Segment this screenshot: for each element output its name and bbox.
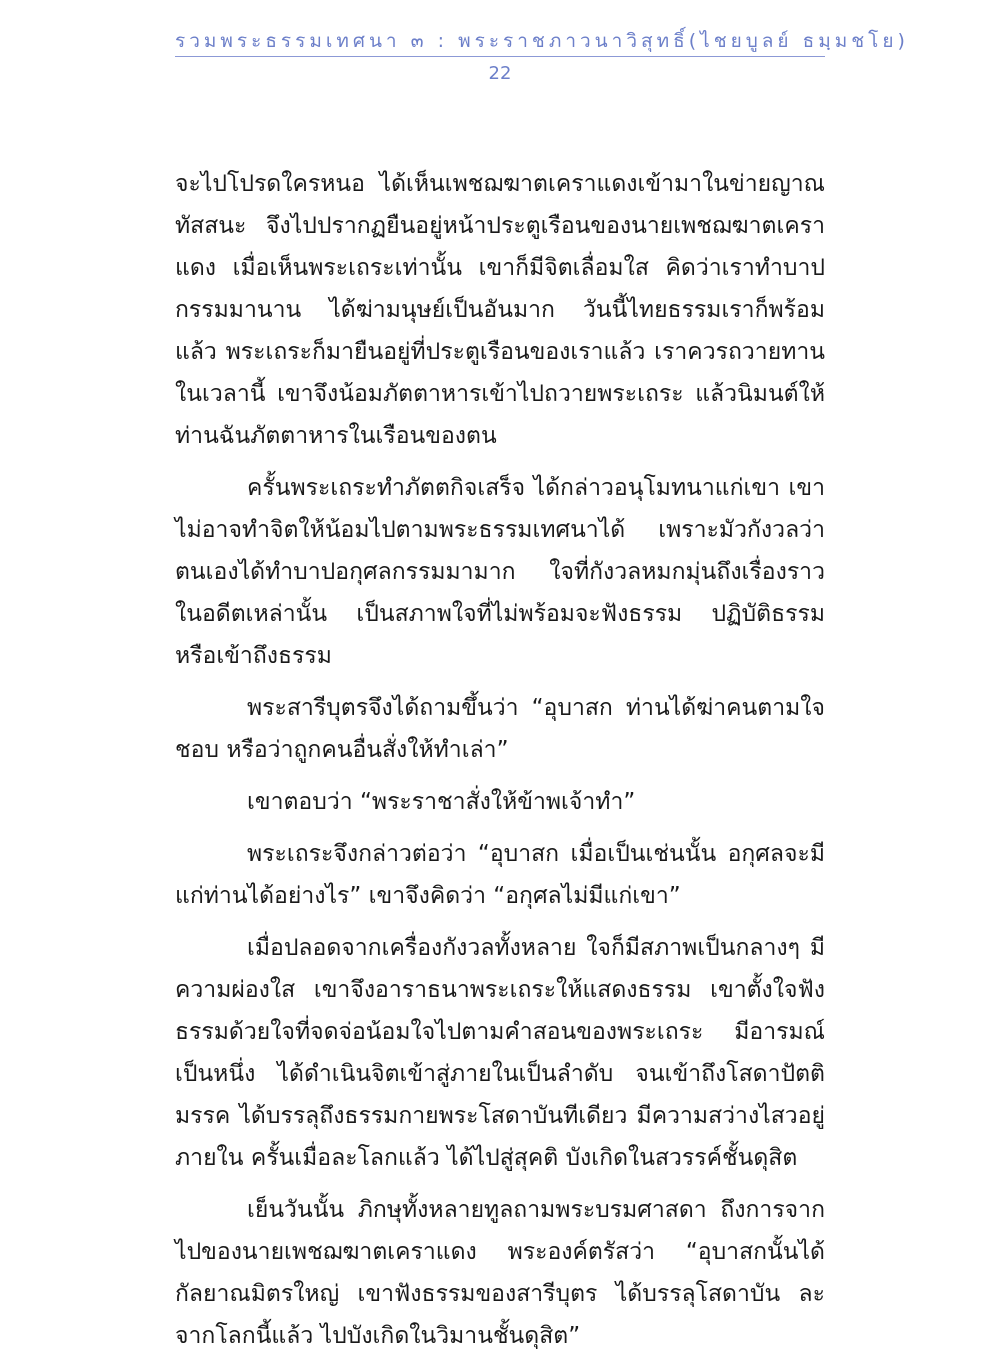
paragraph-3: พระสารีบุตรจึงได้ถามขึ้นว่า “อุบาสก ท่านได้ฆ่าคนตามใจชอบ หรือว่าถูกคนอื่นสั่งให้ทำเล่า”: [175, 695, 825, 763]
paragraph-7: เย็นวันนั้น ภิกษุทั้งหลายทูลถามพระบรมศาสดา ถึงการจากไปของนายเพชฌฆาตเคราแดง พระองค์ตรัสว่า “อุบาสกนั้นได้กัลยาณมิตรใหญ่ เขาฟังธรรมของสารีบุตร ได้บรรลุโสดาบัน ละจากโลกนี้แล้ว ไปบังเกิดในวิมานชั้นดุสิต”: [175, 1197, 825, 1349]
paragraph-2: ครั้นพระเถระทำภัตตกิจเสร็จ ได้กล่าวอนุโมทนาแก่เขา เขาไม่อาจทำจิตให้น้อมไปตามพระธรรมเทศนาได้ เพราะมัวกังวลว่าตนเองได้ทำบาปอกุศลกรรมมามาก ใจที่กังวลหมกมุ่นถึงเรื่องราวในอดีตเหล่านั้น เป็นสภาพใจที่ไม่พร้อมจะฟังธรรม ปฏิบัติธรรม หรือเข้าถึงธรรม: [175, 475, 825, 669]
paragraph-1: จะไปโปรดใครหนอ ได้เห็นเพชฌฆาตเคราแดงเข้ามาในข่ายญาณทัสสนะ จึงไปปรากฏยืนอยู่หน้าประตูเรือนของนายเพชฌฆาตเคราแดง เมื่อเห็นพระเถระเท่านั้น เขาก็มีจิตเลื่อมใส คิดว่าเราทำบาปกรรมมานาน ได้ฆ่ามนุษย์เป็นอันมาก วันนี้ไทยธรรมเราก็พร้อมแล้ว พระเถระก็มายืนอยู่ที่ประตูเรือนของเราแล้ว เราควรถวายทานในเวลานี้ เขาจึงน้อมภัตตาหารเข้าไปถวายพระเถระ แล้วนิมนต์ให้ท่านฉันภัตตาหารในเรือนของตน: [175, 171, 825, 449]
paragraph-5: พระเถระจึงกล่าวต่อว่า “อุบาสก เมื่อเป็นเช่นนั้น อกุศลจะมีแก่ท่านได้อย่างไร” เขาจึงคิดว่า “อกุศลไม่มีแก่เขา”: [175, 841, 825, 909]
paragraph-6: เมื่อปลอดจากเครื่องกังวลทั้งหลาย ใจก็มีสภาพเป็นกลางๆ มีความผ่องใส เขาจึงอาราธนาพระเถระให้แสดงธรรม เขาตั้งใจฟังธรรมด้วยใจที่จดจ่อน้อมใจไปตามคำสอนของพระเถระ มีอารมณ์เป็นหนึ่ง ได้ดำเนินจิตเข้าสู่ภายในเป็นลำดับ จนเข้าถึงโสดาปัตติมรรค ได้บรรลุถึงธรรมกายพระโสดาบันทีเดียว มีความสว่างไสวอยู่ภายใน ครั้นเมื่อละโลกแล้ว ได้ไปสู่สุคติ บังเกิดในสวรรค์ชั้นดุสิต: [175, 935, 825, 1171]
page-number: 22: [488, 63, 512, 84]
book-title: รวมพระธรรมเทศนา ๓ : พระราชภาวนาวิสุทธิ์(ไชยบูลย์ ธมฺมชโย): [175, 30, 909, 52]
paragraph-4: เขาตอบว่า “พระราชาสั่งให้ข้าพเจ้าทำ”: [247, 789, 636, 815]
header-divider: [175, 56, 825, 57]
page-body: [175, 163, 825, 1367]
running-header: [175, 28, 909, 86]
